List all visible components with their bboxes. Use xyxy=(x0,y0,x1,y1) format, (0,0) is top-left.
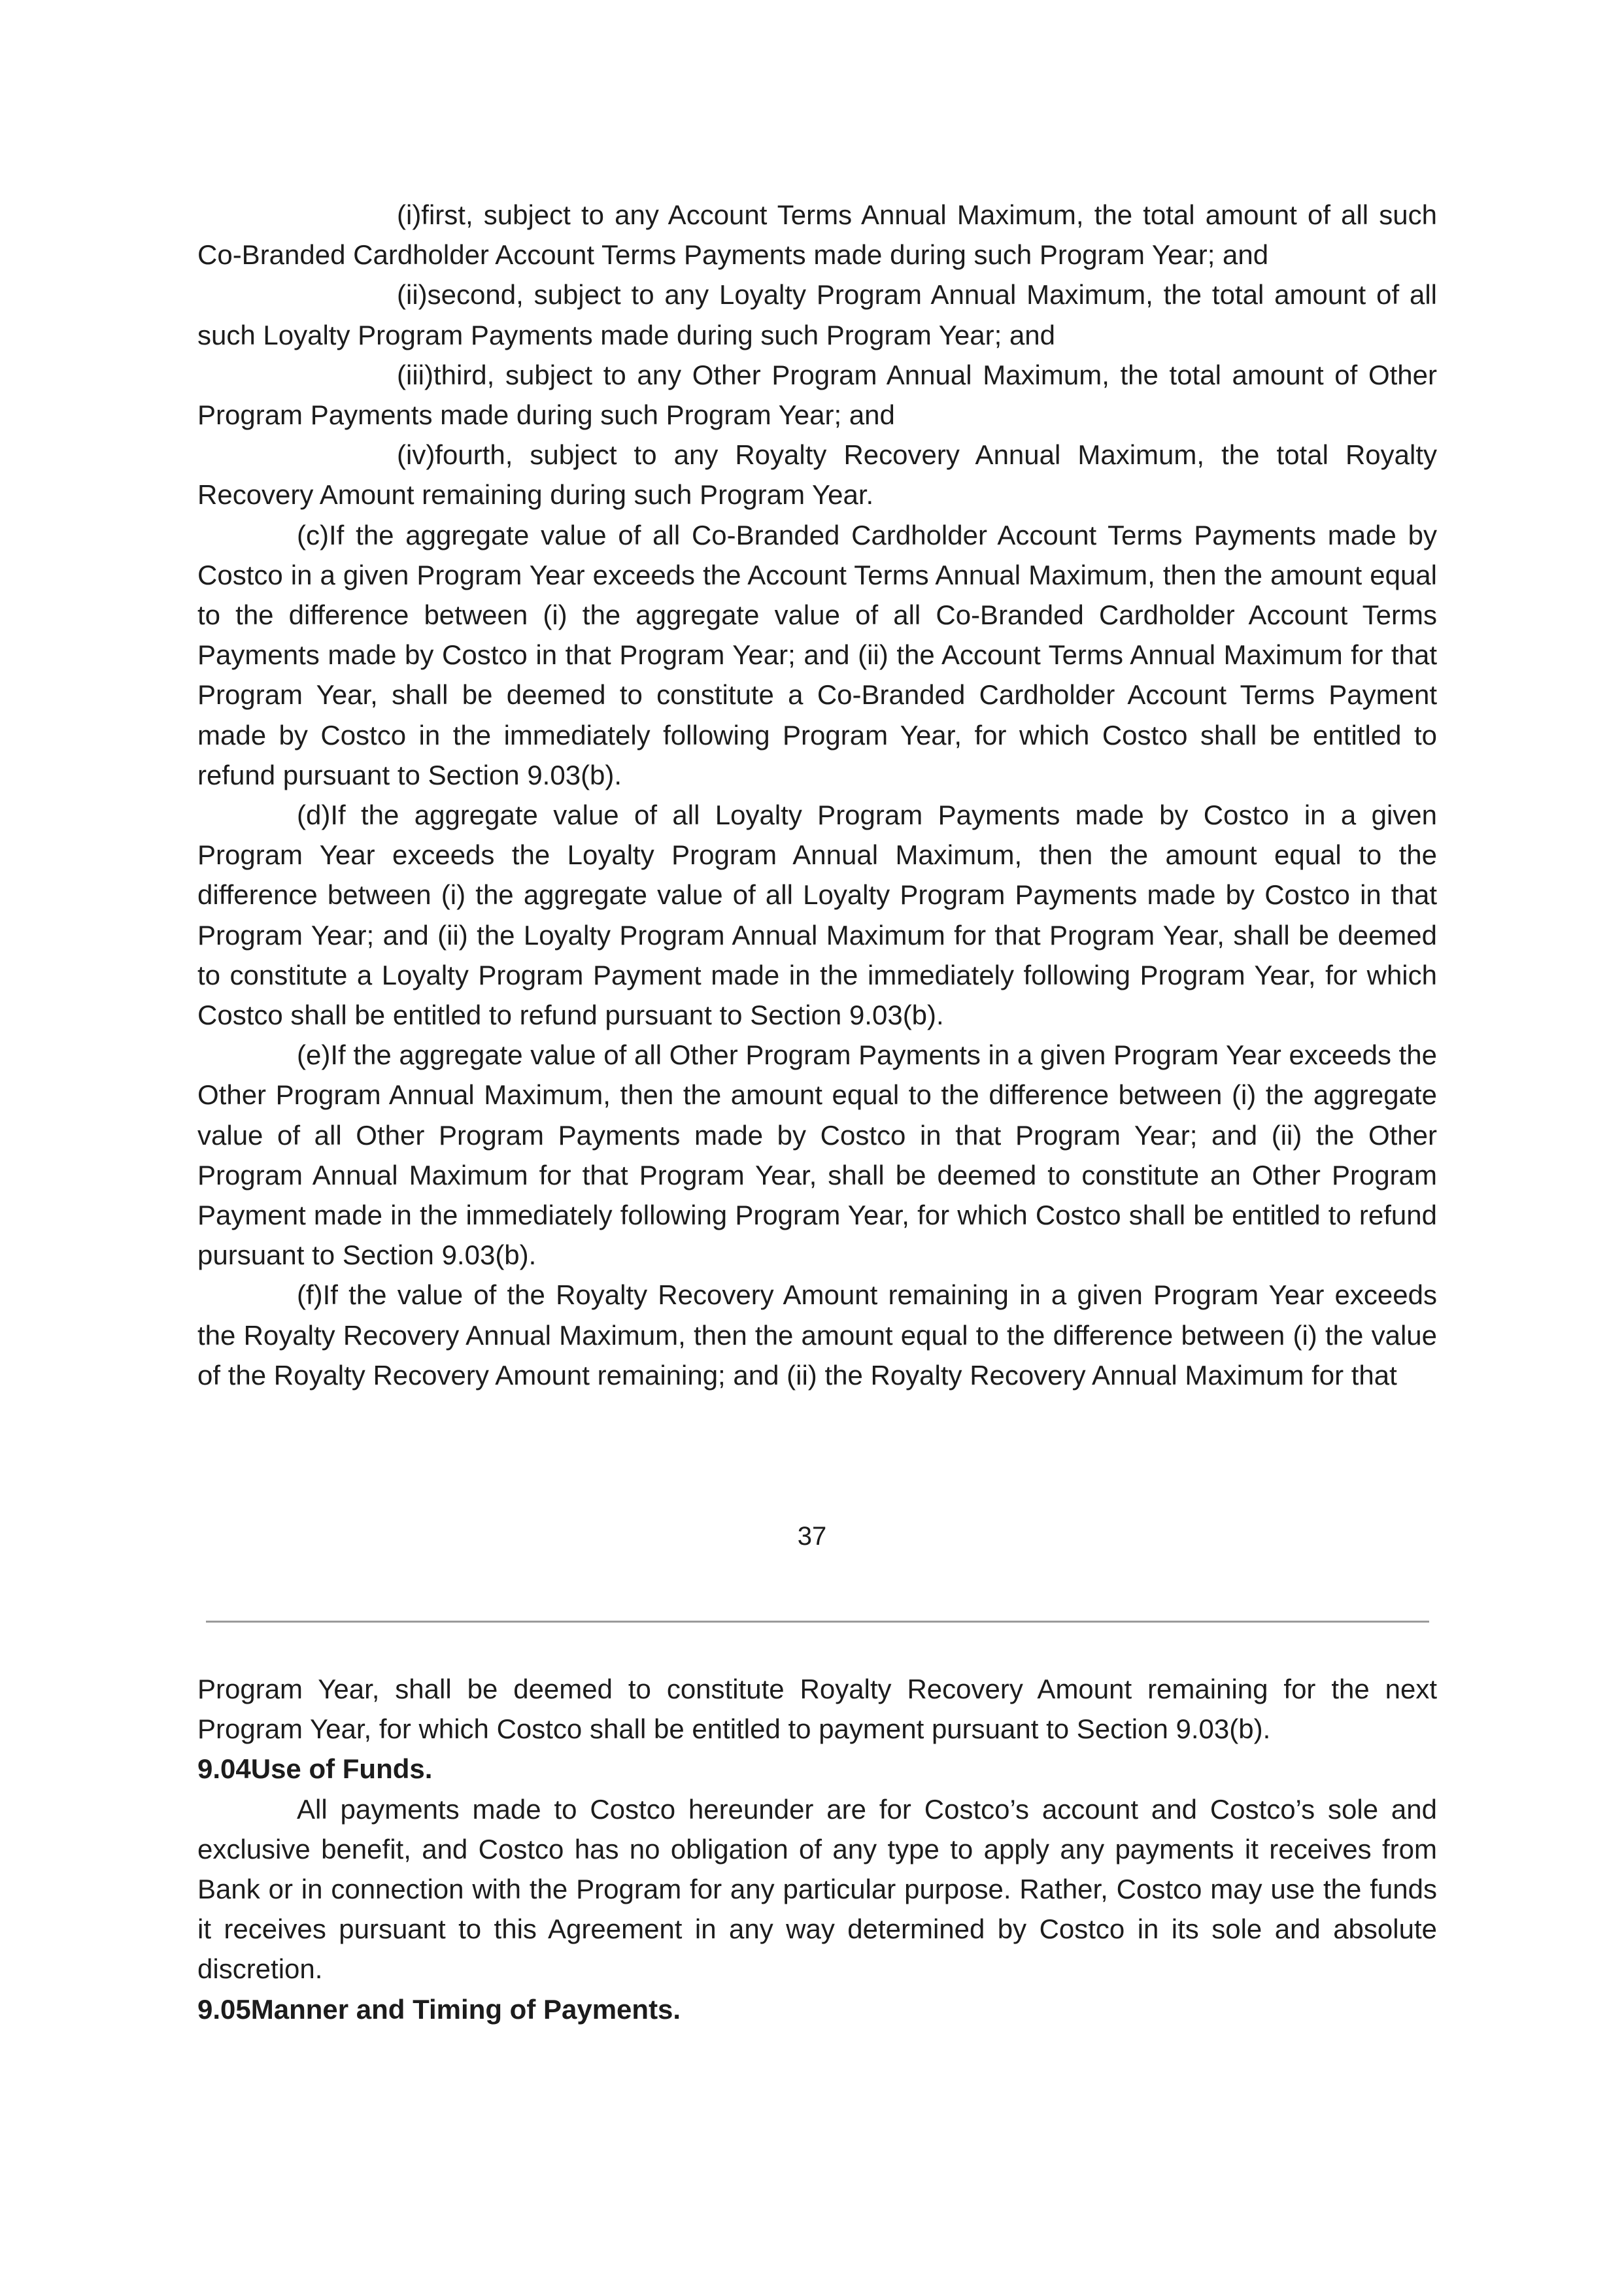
clause-iv-fourth: (iv)fourth, subject to any Royalty Recovery Annual Maximum, the total Royalty Recovery Amount remaining during such Program Year. xyxy=(197,439,1437,511)
section-heading-9-04: 9.04Use of Funds. xyxy=(197,1753,433,1785)
clause-iii-third: (iii)third, subject to any Other Program Annual Maximum, the total amount of Other Program Payments made during such Program Year; and xyxy=(197,359,1437,431)
clause-f-continuation: Program Year, shall be deemed to constitute Royalty Recovery Amount remaining for the next Program Year, for which Costco shall be entitled to payment pursuant to Section 9.03(b). xyxy=(197,1674,1437,1745)
clause-ii-second: (ii)second, subject to any Loyalty Program Annual Maximum, the total amount of all such Loyalty Program Payments made during such Program Year; and xyxy=(197,279,1437,350)
clause-c: (c)If the aggregate value of all Co-Branded Cardholder Account Terms Payments made by Costco in a given Program Year exceeds the Account Terms Annual Maximum, then the amount equal to the difference between (i) the aggregate value of all Co-Branded Cardholder Account Terms Payments made by Costco in that Program Year; and (ii) the Account Terms Annual Maximum for that Program Year, shall be deemed to constitute a Co-Branded Cardholder Account Terms Payment made by Costco in the immediately following Program Year, for which Costco shall be entitled to refund pursuant to Section 9.03(b). xyxy=(197,519,1437,790)
section-heading-9-05: 9.05Manner and Timing of Payments. xyxy=(197,1993,681,2025)
lower-page-body xyxy=(197,1669,1437,2029)
clause-i-first: (i)first, subject to any Account Terms Annual Maximum, the total amount of all such Co-Branded Cardholder Account Terms Payments made during such Program Year; and xyxy=(197,199,1437,271)
clause-d: (d)If the aggregate value of all Loyalty Program Payments made by Costco in a given Program Year exceeds the Loyalty Program Annual Maximum, then the amount equal to the difference between (i) the aggregate value of all Loyalty Program Payments made by Costco in that Program Year; and (ii) the Loyalty Program Annual Maximum for that Program Year, shall be deemed to constitute a Loyalty Program Payment made in the immediately following Program Year, for which Costco shall be entitled to refund pursuant to Section 9.03(b). xyxy=(197,800,1437,1031)
use-of-funds-paragraph: All payments made to Costco hereunder are for Costco’s account and Costco’s sole and exclusive benefit, and Costco has no obligation of any type to apply any payments it receives from Bank or in connection with the Program for any particular purpose. Rather, Costco may use the funds it receives pursuant to this Agreement in any way determined by Costco in its sole and absolute discretion. xyxy=(197,1793,1437,1985)
clause-f: (f)If the value of the Royalty Recovery Amount remaining in a given Program Year exceeds the Royalty Recovery Annual Maximum, then the amount equal to the difference between (i) the value of the Royalty Recovery Amount remaining; and (ii) the Royalty Recovery Annual Maximum for that xyxy=(197,1279,1437,1391)
page-break-divider xyxy=(206,1621,1429,1623)
upper-page-body xyxy=(197,195,1437,1395)
page-number: 37 xyxy=(797,1522,827,1551)
clause-e: (e)If the aggregate value of all Other Program Payments in a given Program Year exceeds the Other Program Annual Maximum, then the amount equal to the difference between (i) the aggregate value of all Other Program Payments made by Costco in that Program Year; and (ii) the Other Program Annual Maximum for that Program Year, shall be deemed to constitute an Other Program Payment made in the immediately following Program Year, for which Costco shall be entitled to refund pursuant to Section 9.03(b). xyxy=(197,1039,1437,1271)
